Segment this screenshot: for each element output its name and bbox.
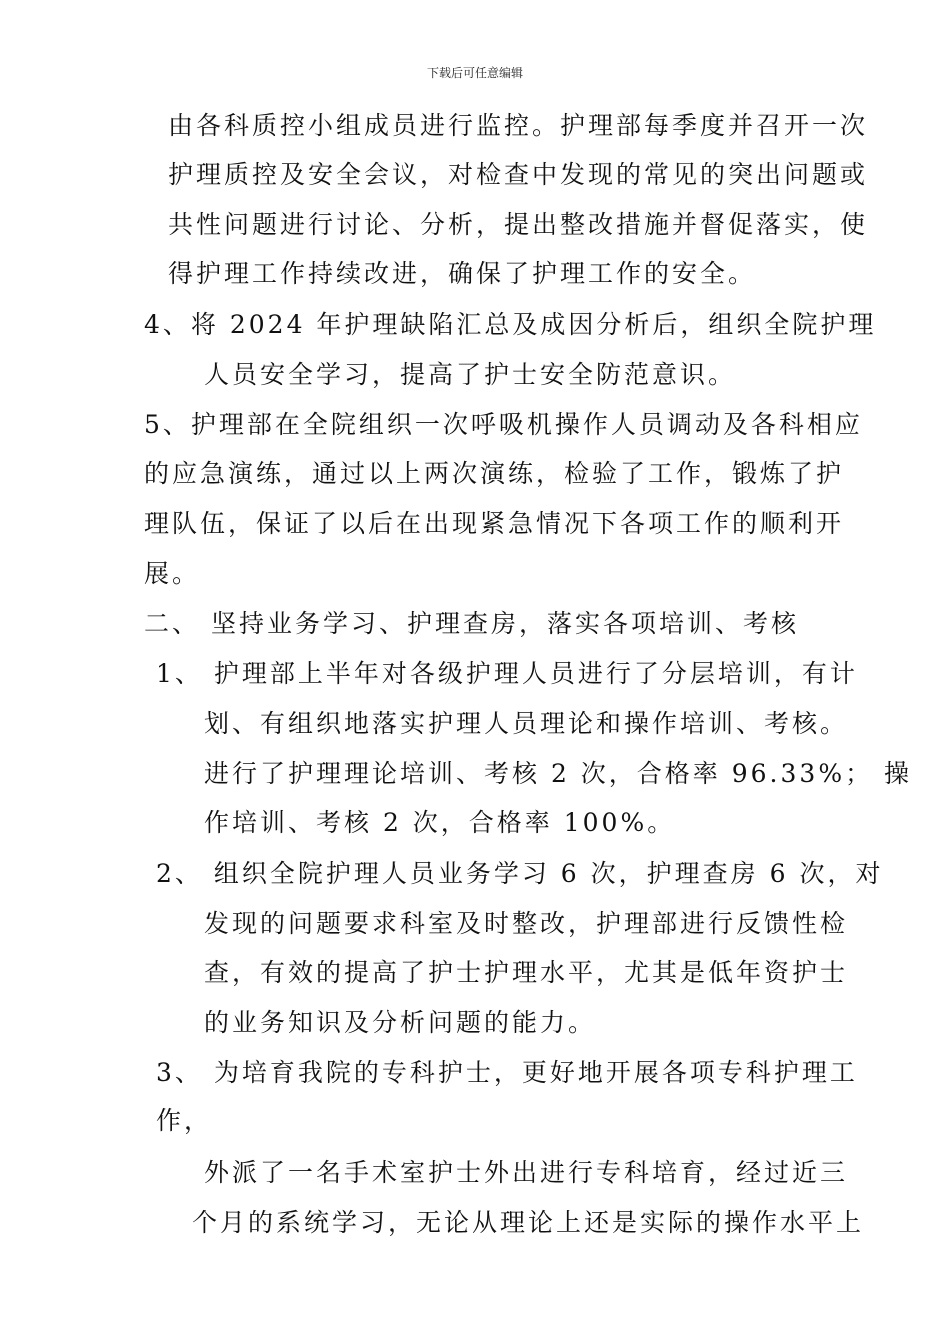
- section-heading: 二、 坚持业务学习、护理查房，落实各项培训、考核: [144, 609, 799, 638]
- body-line: 外派了一名手术室护士外出进行专科培育，经过近三: [204, 1158, 849, 1187]
- body-line: 的业务知识及分析问题的能力。: [204, 1008, 597, 1037]
- body-line: 作培训、考核 2 次，合格率 100%。: [204, 808, 676, 837]
- body-line: 查，有效的提高了护士护理水平，尤其是低年资护士: [204, 958, 849, 987]
- body-line: 作，: [156, 1106, 213, 1135]
- body-line: 理队伍，保证了以后在出现紧急情况下各项工作的顺利开: [144, 509, 845, 538]
- body-line: 发现的问题要求科室及时整改，护理部进行反馈性检: [204, 909, 849, 938]
- body-line: 由各科质控小组成员进行监控。护理部每季度并召开一次: [168, 111, 869, 140]
- page-header: 下载后可任意编辑: [426, 66, 523, 80]
- body-line: 进行了护理理论培训、考核 2 次，合格率 96.33%； 操: [204, 759, 913, 788]
- body-line: 得护理工作持续改进，确保了护理工作的安全。: [168, 259, 757, 288]
- body-line: 划、有组织地落实护理人员理论和操作培训、考核。: [204, 709, 849, 738]
- body-line: 个月的系统学习，无论从理论上还是实际的操作水平上: [192, 1208, 865, 1237]
- body-line: 人员安全学习，提高了护士安全防范意识。: [204, 360, 737, 389]
- body-line: 共性问题进行讨论、分析，提出整改措施并督促落实，使: [168, 210, 869, 239]
- body-line: 3、 为培育我院的专科护士，更好地开展各项专科护理工: [156, 1058, 858, 1087]
- body-line: 5、护理部在全院组织一次呼吸机操作人员调动及各科相应: [144, 410, 863, 439]
- body-line: 1、 护理部上半年对各级护理人员进行了分层培训，有计: [156, 659, 858, 688]
- body-line: 4、将 2024 年护理缺陷汇总及成因分析后，组织全院护理: [144, 310, 877, 339]
- body-line: 展。: [144, 559, 201, 588]
- body-line: 的应急演练，通过以上两次演练，检验了工作，锻炼了护: [144, 459, 845, 488]
- body-line: 2、 组织全院护理人员业务学习 6 次，护理查房 6 次，对: [156, 859, 884, 888]
- body-line: 护理质控及安全会议，对检查中发现的常见的突出问题或: [168, 160, 869, 189]
